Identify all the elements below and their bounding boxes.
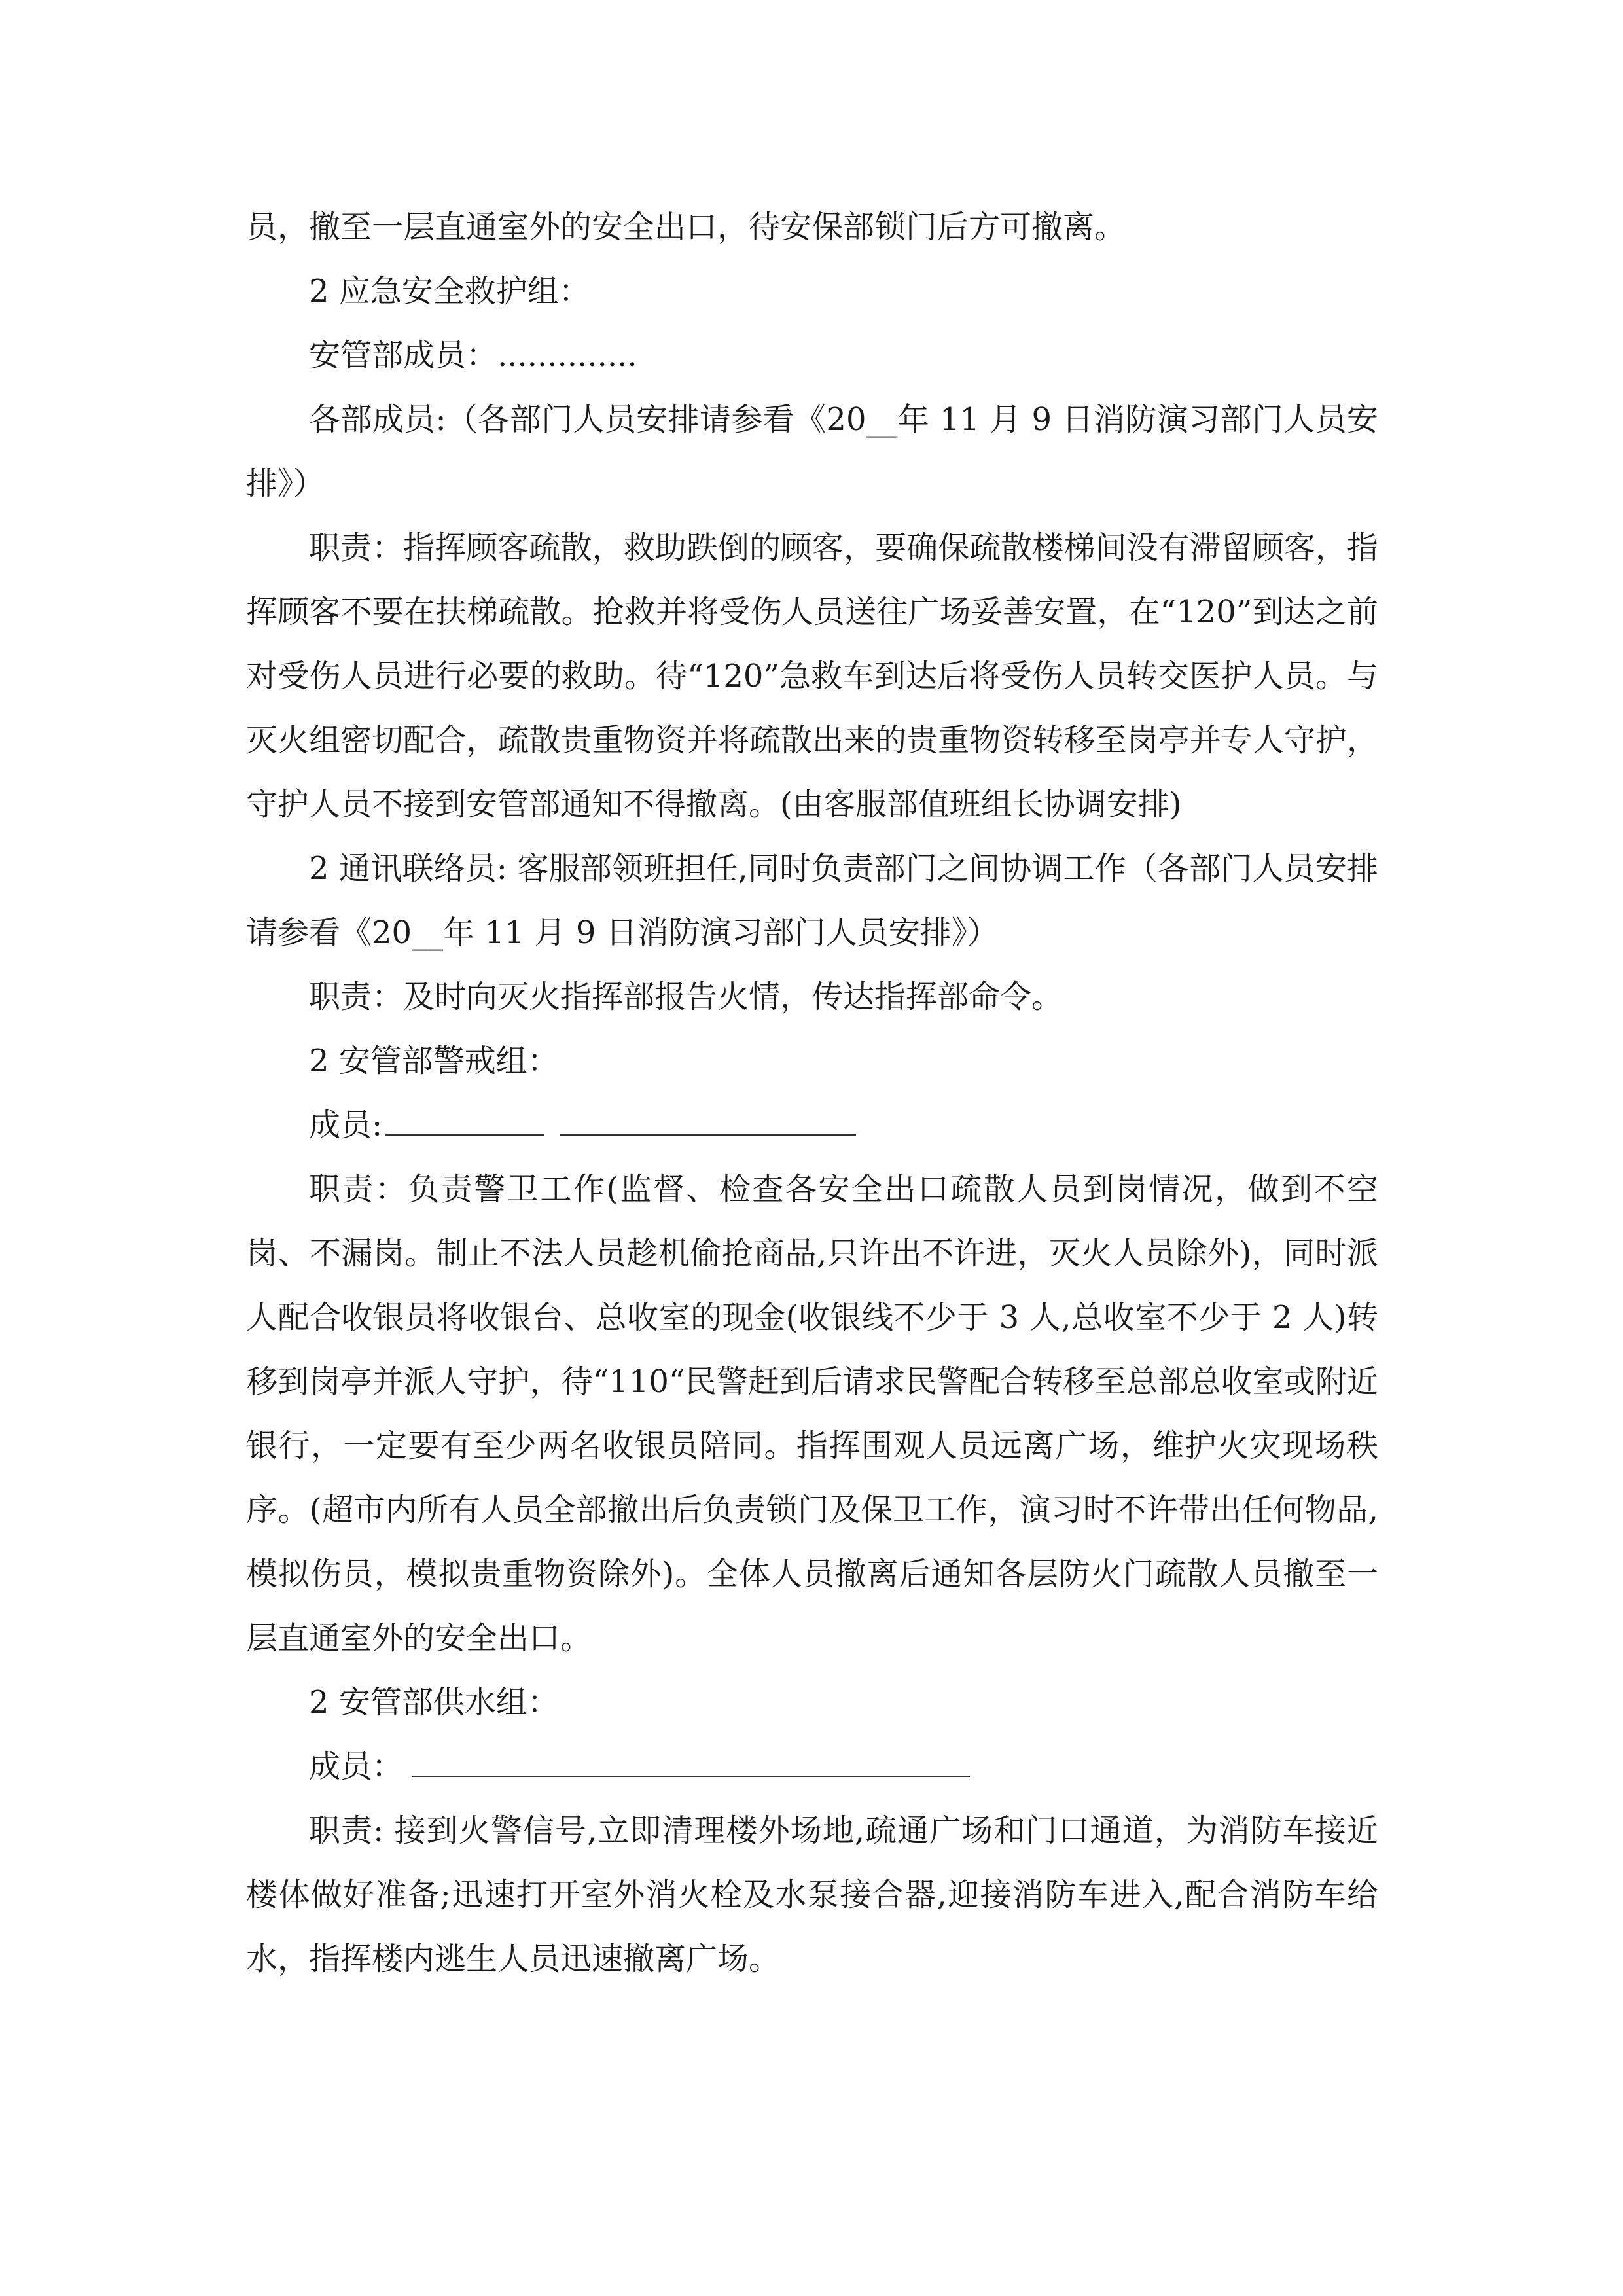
- heading-water-supply-group: 2 安管部供水组：: [309, 1684, 559, 1721]
- guard-group-members-line: [246, 1093, 1378, 1157]
- fill-in-blank: [385, 1094, 544, 1136]
- document-body: [246, 195, 1378, 1991]
- fill-in-blank: [412, 1735, 970, 1777]
- rescue-group-duties: 职责：指挥顾客疏散，救助跌倒的顾客，要确保疏散楼梯间没有滞留顾客，指挥顾客不要在扶梯疏散。抢救并将受伤人员送往广场妥善安置，在“120”到达之前对受伤人员进行必要的救助。待“120”急救车到达后将受伤人员转交医护人员。与灭火组密切配合，疏散贵重物资并将疏散出来的贵重物资转移至岗亭并专人守护，守护人员不接到安管部通知不得撤离。(由客服部值班组长协调安排): [246, 529, 1378, 823]
- heading-guard-group: 2 安管部警戒组：: [309, 1043, 559, 1079]
- members-label: 成员：: [309, 1748, 404, 1785]
- members-label: 成员:: [309, 1107, 383, 1143]
- liaison-duties: 职责：及时向灭火指挥部报告火情，传达指挥部命令。: [309, 978, 1063, 1015]
- water-group-members-line: [246, 1734, 1378, 1799]
- paragraph-continuation: 员，撤至一层直通室外的安全出口，待安保部锁门后方可撤离。: [246, 209, 1126, 245]
- heading-emergency-rescue-group: 2 应急安全救护组：: [309, 273, 590, 310]
- water-group-duties: 职责: 接到火警信号,立即清理楼外场地,疏通广场和门口通道，为消防车接近楼体做好准备;迅速打开室外消火栓及水泵接合器,迎接消防车进入,配合消防车给水，指挥楼内逃生人员迅速撤离广场。: [246, 1812, 1378, 1977]
- guard-group-duties: 职责：负责警卫工作(监督、检查各安全出口疏散人员到岗情况，做到不空岗、不漏岗。制止不法人员趁机偷抢商品,只许出不许进，灭火人员除外)，同时派人配合收银员将收银台、总收室的现金(收银线不少于 3 人,总收室不少于 2 人)转移到岗亭并派人守护，待“110“民警赶到后请求民警配合转移至总部总收室或附近银行，一定要有至少两名收银员陪同。指挥围观人员远离广场，维护火灾现场秩序。(超市内所有人员全部撤出后负责锁门及保卫工作，演习时不许带出任何物品,模拟伤员，模拟贵重物资除外)。全体人员撤离后通知各层防火门疏散人员撤至一层直通室外的安全出口。: [246, 1171, 1378, 1657]
- department-members: 各部成员:（各部门人员安排请参看《20__年 11 月 9 日消防演习部门人员安排》）: [246, 401, 1378, 502]
- heading-liaison-officer: 2 通讯联络员: 客服部领班担任,同时负责部门之间协调工作（各部门人员安排请参看《20__年 11 月 9 日消防演习部门人员安排》）: [246, 850, 1378, 951]
- fill-in-blank: [560, 1094, 856, 1136]
- security-dept-members: 安管部成员：..............: [309, 337, 637, 374]
